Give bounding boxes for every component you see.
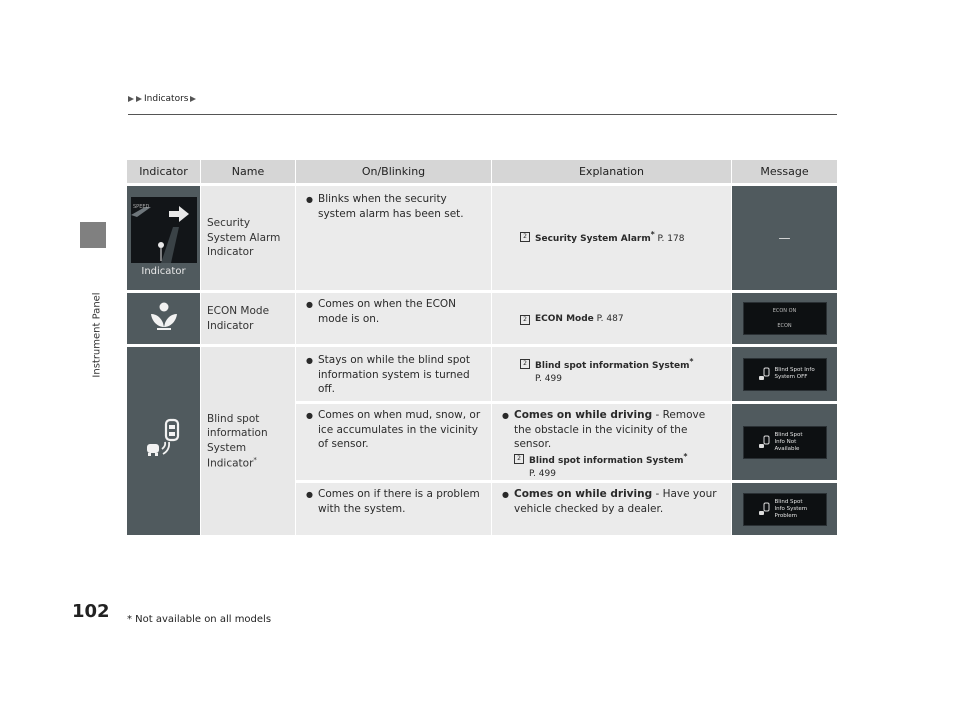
ref-mark: * xyxy=(683,452,688,462)
ref-mark: * xyxy=(650,230,655,239)
explanation-cell xyxy=(492,186,732,290)
name-mark: * xyxy=(253,455,257,464)
col-header-on-blinking: On/Blinking xyxy=(296,160,492,183)
cross-reference[interactable] xyxy=(500,452,723,480)
page-number: 102 xyxy=(72,601,110,622)
table-row-econ xyxy=(127,293,837,344)
cross-reference-link[interactable] xyxy=(535,313,624,326)
explanation-cell xyxy=(492,347,732,401)
ref-title[interactable]: Security System Alarm xyxy=(535,234,651,244)
cross-reference-link[interactable] xyxy=(535,357,693,385)
breadcrumb-arrow-icon xyxy=(128,96,134,102)
message-text: Blind Spot Info System Problem xyxy=(774,498,808,519)
exp-text: - Have your vehicle checked by a dealer. xyxy=(514,488,717,515)
message-text: Blind Spot Info Not Available xyxy=(774,431,803,452)
svg-text:SPEED: SPEED xyxy=(132,204,149,210)
explanation-cell xyxy=(492,483,732,535)
bullet-text: ● Comes on when mud, snow, or ice accumulates in the vicinity of sensor. xyxy=(304,408,483,452)
cross-reference-icon: 2 xyxy=(520,232,530,242)
cross-reference-icon: 2 xyxy=(520,359,530,369)
no-message-dash: — xyxy=(778,230,791,245)
on-blinking-cell xyxy=(296,404,492,480)
breadcrumb-label[interactable]: Indicators xyxy=(144,94,189,104)
col-header-name: Name xyxy=(201,160,296,183)
bullet-text: ● Comes on when the ECON mode is on. xyxy=(304,297,483,326)
message-text: ECON xyxy=(777,322,792,329)
message-cell xyxy=(732,293,837,344)
section-label: Instrument Panel xyxy=(91,292,103,378)
blind-spot-icon xyxy=(758,435,770,449)
breadcrumb[interactable] xyxy=(128,94,196,104)
exp-bold: Comes on while driving xyxy=(514,488,653,501)
cross-reference[interactable] xyxy=(520,230,723,246)
name-cell: ECON Mode Indicator xyxy=(201,293,296,344)
col-header-explanation: Explanation xyxy=(492,160,732,183)
indicator-cell xyxy=(127,293,201,344)
message-screen xyxy=(743,426,827,459)
bullet-text: ● Blinks when the security system alarm has been set. xyxy=(304,192,483,221)
message-cell xyxy=(732,483,837,535)
bullet-text xyxy=(500,408,723,452)
on-blinking-cell xyxy=(296,483,492,535)
on-blinking-cell xyxy=(296,347,492,401)
indicator-caption: Indicator xyxy=(141,266,186,277)
message-text: ECON ON xyxy=(772,308,797,315)
cross-reference[interactable] xyxy=(520,313,723,326)
name-cell: Security System Alarm Indicator xyxy=(201,186,296,290)
bullet-text: ● Stays on while the blind spot information system is turned off. xyxy=(304,353,483,397)
explanation-cell xyxy=(492,293,732,344)
bullet-text: ● Comes on if there is a problem with the system. xyxy=(304,487,483,516)
cross-reference-icon: 2 xyxy=(520,315,530,325)
message-screen xyxy=(743,302,827,335)
blind-spot-icon xyxy=(144,418,184,460)
cross-reference[interactable] xyxy=(520,357,723,385)
ref-page[interactable]: P. 499 xyxy=(529,468,556,479)
message-screen xyxy=(743,358,827,391)
security-indicator-photo xyxy=(131,197,197,263)
col-header-indicator: Indicator xyxy=(127,160,201,183)
cross-reference-link[interactable] xyxy=(535,230,684,246)
ref-page[interactable]: P. 178 xyxy=(657,234,685,244)
message-screen xyxy=(743,493,827,526)
section-tab xyxy=(80,222,106,248)
name-cell xyxy=(201,347,296,535)
exp-bold: Comes on while driving xyxy=(514,409,653,421)
footnote: * Not available on all models xyxy=(127,614,272,625)
ref-mark: * xyxy=(689,357,694,366)
ref-title[interactable]: ECON Mode xyxy=(535,314,594,324)
name-text: Blind spot information System Indicator xyxy=(207,412,268,470)
message-cell xyxy=(732,347,837,401)
col-header-message: Message xyxy=(732,160,837,183)
table-row-blind-spot xyxy=(127,347,837,401)
exp-text: - Remove the obstacle in the vicinity of the sensor. xyxy=(514,409,706,451)
message-cell xyxy=(732,186,837,290)
ref-page[interactable]: P. 499 xyxy=(535,373,562,384)
table-header-row xyxy=(127,160,837,183)
message-cell xyxy=(732,404,837,480)
blind-spot-icon xyxy=(758,367,770,381)
on-blinking-cell xyxy=(296,293,492,344)
bullet-text xyxy=(500,487,723,516)
blind-spot-icon xyxy=(758,502,770,516)
indicator-cell xyxy=(127,347,201,535)
indicator-table xyxy=(127,157,837,538)
breadcrumb-arrow-icon xyxy=(190,96,196,102)
table-row-security xyxy=(127,186,837,290)
message-text: Blind Spot Info System OFF xyxy=(774,367,815,380)
ref-title[interactable]: Blind spot information System xyxy=(529,456,684,467)
header-divider xyxy=(128,114,837,115)
cross-reference-link[interactable] xyxy=(529,452,687,480)
econ-leaf-icon xyxy=(148,301,180,331)
ref-page[interactable]: P. 487 xyxy=(596,314,624,324)
indicator-cell xyxy=(127,186,201,290)
breadcrumb-arrow-icon xyxy=(136,96,142,102)
cross-reference-icon: 2 xyxy=(514,454,524,464)
explanation-cell xyxy=(492,404,732,480)
on-blinking-cell xyxy=(296,186,492,290)
ref-title[interactable]: Blind spot information System xyxy=(535,361,690,371)
